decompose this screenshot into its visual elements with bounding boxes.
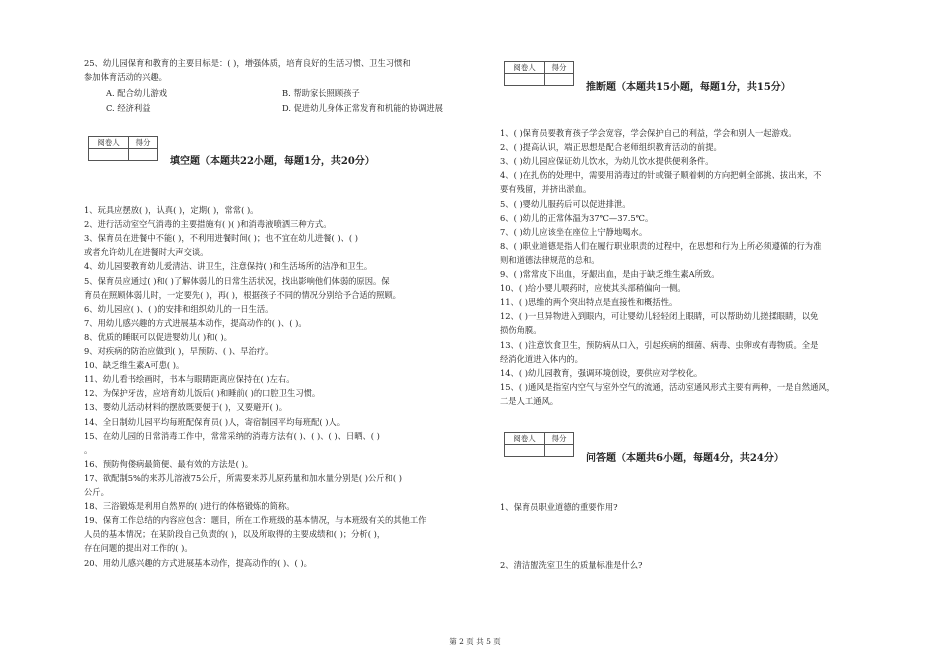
judge-section-title: 推断题（本题共15小题，每题1分，共15分） (586, 82, 791, 93)
judge-question-line: 1、( )保育员要教育孩子学会宽容，学会保护自己的利益，学会和别人一起游戏。 (500, 128, 797, 138)
fill-question-line: 1、玩具应摆放( )，认真( )，定期( )，常常( )。 (84, 205, 259, 215)
fill-question-line: 2、进行活动室空气消毒的主要措施有( )( )和消毒液喷洒三种方式。 (84, 219, 332, 230)
qa-question-1: 1、保育员职业道德的重要作用? (500, 502, 618, 512)
fill-question-line: 14、全日制幼儿园平均每班配保育员( )人，寄宿制园平均每班配( )人。 (84, 416, 346, 427)
qa-section-title: 问答题（本题共6小题，每题4分，共24分） (586, 453, 784, 464)
q25-line-2: 参加体育活动的兴趣。 (84, 72, 167, 82)
fill-question-line: 。 (84, 444, 93, 455)
fill-question-line: 20、用幼儿感兴趣的方式进展基本动作，提高动作的( )、( )。 (84, 557, 312, 568)
judge-question-line: 14、( )幼儿园教育，强调环境创设，要供应对学校化。 (500, 367, 703, 378)
reviewer-label: 阅卷人 (505, 433, 545, 445)
score-box-judge (504, 61, 574, 86)
fill-section-title: 填空题（本题共22小题，每题1分，共20分） (170, 156, 375, 167)
fill-question-line: 3、保育员在进餐中不能( )，不利用进餐时间( )；也不宜在幼儿进餐( )、( ) (84, 233, 359, 244)
fill-question-line: 11、幼儿看书绘画时，书本与眼睛距离应保持在( )左右。 (84, 374, 295, 385)
score-cell (128, 149, 157, 161)
page-footer: 第 2 页 共 5 页 (449, 637, 501, 646)
judge-question-line: 损伤角膜。 (500, 325, 542, 336)
judge-question-line: 6、( )幼儿的正常体温为37℃—37.5℃。 (500, 212, 654, 223)
fill-question-line: 19、保育工作总结的内容应包含：题目，所在工作班级的基本情况，与本班级有关的其他工作 (84, 515, 427, 526)
q25-line-1: 25、幼儿园保育和教育的主要目标是：( )，增强体质，培育良好的生活习惯、卫生习惯和 (84, 58, 411, 68)
fill-question-line: 16、预防佝偻病最简便、最有效的方法是( )。 (84, 458, 254, 469)
score-label: 得分 (128, 137, 157, 149)
judge-question-line: 经消化道进入体内的。 (500, 353, 583, 364)
fill-question-line: 4、幼儿园要教育幼儿爱清洁、讲卫生，注意保持( )和生活场所的洁净和卫生。 (84, 261, 373, 272)
reviewer-cell (505, 445, 545, 457)
q25-option-a: A. 配合幼儿游戏 (106, 88, 168, 98)
fill-question-line: 18、三浴锻炼是利用自然界的( )进行的体格锻炼的简称。 (84, 501, 295, 512)
judge-question-line: 2、( )提高认识，端正思想是配合老师组织教育活动的前提。 (500, 142, 722, 153)
fill-question-line: 9、对疾病的防治应做到( )，早预防、( )、早治疗。 (84, 346, 274, 356)
score-box-qa (504, 432, 574, 457)
fill-question-line: 17、欲配制5%的来苏儿溶液75公斤，所需要来苏儿原药量和加水量分别是( )公斤和( ) (84, 472, 403, 483)
fill-question-line: 12、为保护牙齿，应培育幼儿饭后( )和睡前( )的口腔卫生习惯。 (84, 388, 321, 399)
judge-question-line: 11、( )思维的两个突出特点是直接性和概括性。 (500, 297, 678, 308)
score-cell (544, 74, 573, 86)
judge-question-line: 二是人工通风。 (500, 395, 559, 406)
judge-question-line: 4、( )在扎伤的处理中，需要用消毒过的针或镊子顺着刺的方向把刺全部挑、拔出来，不 (500, 170, 822, 181)
judge-question-line: 8、( )职业道德是指人们在履行职业职责的过程中，在思想和行为上所必须遵循的行为准 (500, 240, 822, 251)
judge-question-line: 13、( )注意饮食卫生，预防病从口入，引起疾病的细菌、病毒、虫卵或有毒物质。全是 (500, 339, 819, 350)
reviewer-label: 阅卷人 (89, 137, 129, 149)
score-box-fill (88, 136, 158, 161)
score-label: 得分 (544, 62, 573, 74)
fill-question-line: 8、优质的睡眠可以促进婴幼儿( )和( )。 (84, 331, 232, 342)
fill-question-line: 人员的基本情况；在某阶段自己负责的( )，以及所取得的主要成绩和( )；分析( )， (84, 529, 386, 540)
reviewer-cell (505, 74, 545, 86)
judge-question-line: 5、( )婴幼儿服药后可以促进排泄。 (500, 198, 631, 209)
judge-question-line: 9、( )常常皮下出血，牙龈出血，是由于缺乏维生素A所致。 (500, 269, 720, 279)
score-label: 得分 (544, 433, 573, 445)
fill-question-line: 13、婴幼儿活动材料的摆放既要便于( )，又要避开( )。 (84, 402, 288, 413)
fill-question-line: 15、在幼儿园的日常消毒工作中，常常采纳的消毒方法有( )、( )、( )、日晒、( ) (84, 430, 380, 441)
q25-option-d: D. 促进幼儿身体正常发育和机能的协调进展 (282, 103, 443, 113)
fill-question-line: 育员在照顾体弱儿时，一定要先( )，再( )，根据孩子不同的情况分别给予合适的照顾。 (84, 289, 401, 300)
reviewer-label: 阅卷人 (505, 62, 545, 74)
judge-question-line: 7、( )幼儿应该坐在座位上宁静地喝水。 (500, 226, 648, 237)
fill-question-line: 10、缺乏维生素A可患( )。 (84, 360, 185, 371)
judge-question-line: 10、( )给小婴儿喂药时，应使其头部稍偏向一侧。 (500, 283, 686, 294)
fill-question-line: 存在问题的提出对工作的( )。 (84, 543, 193, 554)
qa-question-2: 2、清洁盥洗室卫生的质量标准是什么? (500, 560, 643, 570)
fill-question-line: 6、幼儿园应( )、( )的安排和组织幼儿的一日生活。 (84, 303, 274, 314)
fill-question-line: 公斤。 (84, 487, 109, 497)
judge-question-line: 要有残留，并挤出淤血。 (500, 184, 592, 195)
q25-option-b: B. 帮助家长照顾孩子 (282, 88, 360, 98)
q25-option-c: C. 经济利益 (106, 103, 151, 113)
judge-question-line: 则和道德法律规范的总和。 (500, 254, 600, 265)
reviewer-cell (89, 149, 129, 161)
judge-question-line: 3、( )幼儿园应保证幼儿饮水，为幼儿饮水提供便利条件。 (500, 156, 714, 167)
judge-question-line: 12、( )一旦异物进入到眼内，可让婴幼儿轻轻闭上眼睛，可以帮助幼儿搓揉眼睛，以免 (500, 311, 819, 322)
fill-question-line: 7、用幼儿感兴趣的方式进展基本动作，提高动作的( )、( )。 (84, 317, 307, 328)
judge-question-line: 15、( )通风是指室内空气与室外空气的流通，活动室通风形式主要有两种，一是自然通风， (500, 381, 835, 392)
score-cell (544, 445, 573, 457)
fill-question-line: 5、保育员应通过( )和( )了解体弱儿的日常生活状况，找出影响他们体弱的原因。保 (84, 275, 390, 286)
fill-question-line: 或者允许幼儿在进餐时大声交谈。 (84, 247, 209, 258)
